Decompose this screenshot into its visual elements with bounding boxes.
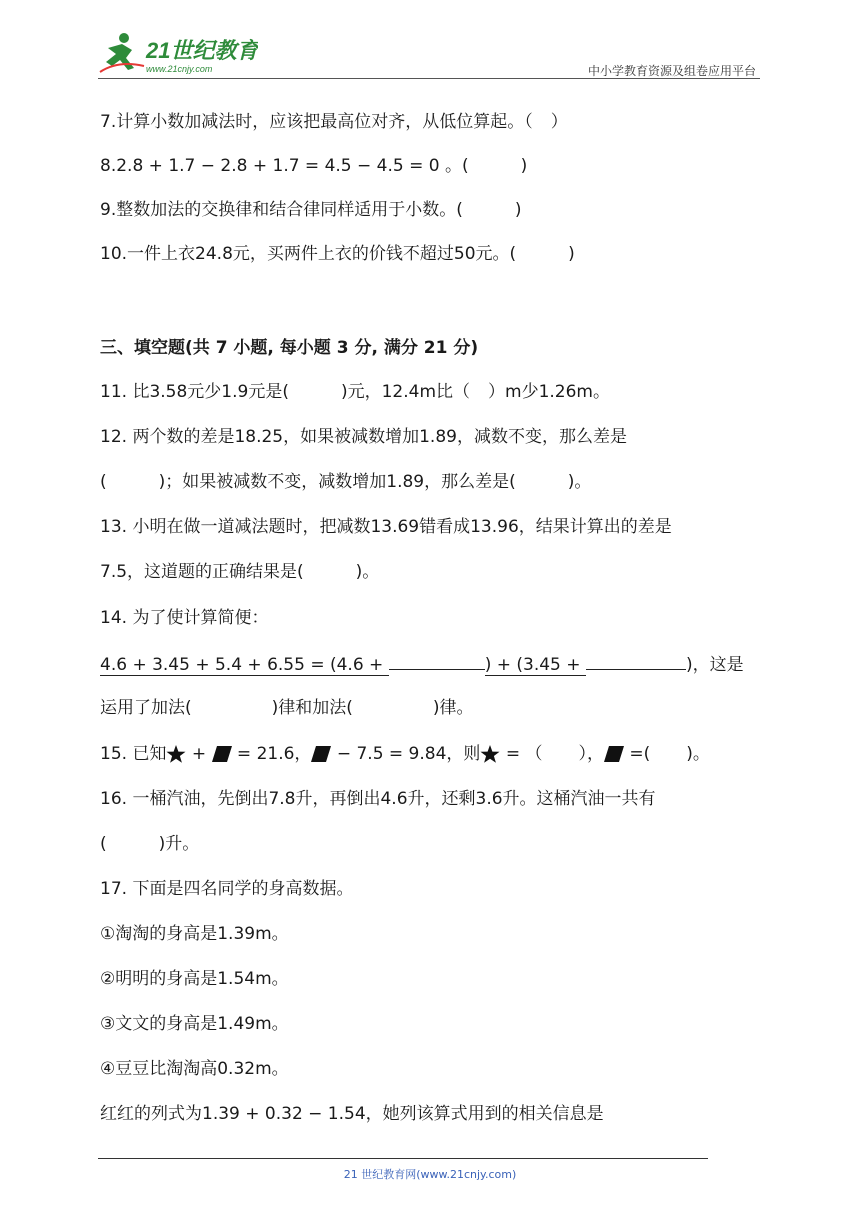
star-icon bbox=[480, 745, 500, 763]
question-12-line1: 12. 两个数的差是18.25，如果被减数增加1.89，减数不变，那么差是 bbox=[100, 427, 627, 447]
question-13-line2: 7.5，这道题的正确结果是( )。 bbox=[100, 562, 380, 582]
question-7: 7.计算小数加减法时，应该把最高位对齐，从低位算起。（ ） bbox=[100, 112, 568, 132]
q17-item-4: ④豆豆比淘淘高0.32m。 bbox=[100, 1059, 289, 1079]
question-14-line2: 4.6 + 3.45 + 5.4 + 6.55 = (4.6 + ) + (3.45 + )，这是 bbox=[100, 651, 744, 677]
section-title: 三、填空题(共 7 小题, 每小题 3 分, 满分 21 分) bbox=[100, 338, 479, 358]
q17-item-1: ①淘淘的身高是1.39m。 bbox=[100, 924, 289, 944]
header-slogan: 中小学教育资源及组卷应用平台 bbox=[587, 64, 756, 78]
question-10: 10.一件上衣24.8元，买两件上衣的价钱不超过50元。( ) bbox=[100, 244, 575, 264]
question-12-line2: ( )；如果被减数不变，减数增加1.89，那么差是( )。 bbox=[100, 472, 592, 492]
question-9: 9.整数加法的交换律和结合律同样适用于小数。( ) bbox=[100, 200, 522, 220]
question-11: 11. 比3.58元少1.9元是( )元，12.4m比（ ）m少1.26m。 bbox=[100, 382, 610, 402]
svg-text:21世纪教育: 21世纪教育 bbox=[146, 38, 258, 63]
q17-item-3: ③文文的身高是1.49m。 bbox=[100, 1014, 289, 1034]
parallelogram-icon bbox=[311, 746, 331, 762]
question-14-line1: 14. 为了使计算简便： bbox=[100, 608, 269, 628]
question-17-last: 红红的列式为1.39 + 0.32 − 1.54，她列该算式用到的相关信息是 bbox=[100, 1104, 604, 1124]
star-icon bbox=[166, 745, 186, 763]
question-17-line1: 17. 下面是四名同学的身高数据。 bbox=[100, 879, 354, 899]
svg-text:www.21cnjy.com: www.21cnjy.com bbox=[146, 64, 213, 74]
parallelogram-icon bbox=[604, 746, 624, 762]
parallelogram-icon bbox=[212, 746, 232, 762]
footer-divider bbox=[98, 1158, 708, 1159]
question-14-line3: 运用了加法( )律和加法( )律。 bbox=[100, 698, 474, 718]
header-divider bbox=[98, 78, 760, 79]
question-16-line2: ( )升。 bbox=[100, 834, 200, 854]
question-8: 8.2.8 + 1.7 − 2.8 + 1.7 = 4.5 − 4.5 = 0 。( ) bbox=[100, 156, 528, 176]
page-footer: 21 世纪教育网(www.21cnjy.com) bbox=[343, 1168, 517, 1181]
question-13-line1: 13. 小明在做一道减法题时，把减数13.69错看成13.96，结果计算出的差是 bbox=[100, 517, 672, 537]
question-15: 15. 已知 + = 21.6， − 7.5 = 9.84，则 = （ ）， =( )。 bbox=[100, 744, 710, 764]
page-header bbox=[98, 30, 760, 80]
runner-icon bbox=[100, 33, 144, 72]
q17-item-2: ②明明的身高是1.54m。 bbox=[100, 969, 289, 989]
site-logo bbox=[98, 30, 258, 76]
question-16-line1: 16. 一桶汽油，先倒出7.8升，再倒出4.6升，还剩3.6升。这桶汽油一共有 bbox=[100, 789, 656, 809]
